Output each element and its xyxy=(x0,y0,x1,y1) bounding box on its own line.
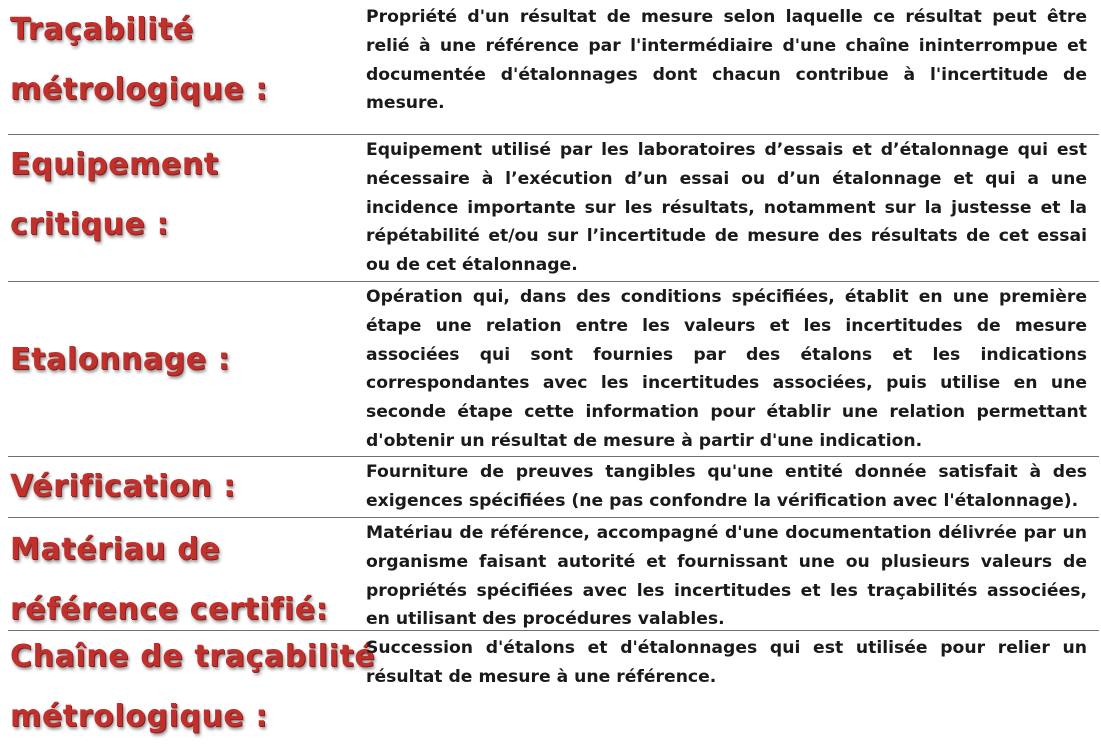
term xyxy=(10,457,360,517)
term-line: métrologique : xyxy=(10,72,269,107)
term xyxy=(10,0,360,120)
term xyxy=(10,520,360,640)
term-line: métrologique : xyxy=(10,699,269,734)
term-line: Traçabilité xyxy=(10,12,194,47)
definition: Fourniture de preuves tangibles qu'une entité donnée satisfait à des exigences spécifiées (ne pas confondre la vérification avec l'étalonnage). xyxy=(366,462,1087,511)
glossary-entry-tracabilite xyxy=(0,0,1101,134)
definition: Succession d'étalons et d'étalonnages qui est utilisée pour relier un résultat de mesure à une référence. xyxy=(366,638,1087,687)
definition: Equipement utilisé par les laboratoires d’essais et d’étalonnage qui est nécessaire à l’exécution d’un essai ou d’un étalonnage et qui a une incidence importante sur les résultats, notamment sur la justesse et la répétabilité et/ou sur l’incertitude de mesure des résultats de cet essai ou de cet étalonnage. xyxy=(366,140,1087,276)
glossary-entry-verification xyxy=(0,457,1101,517)
term-line: Chaîne de traçabilité xyxy=(10,639,376,674)
term-line: référence certifié: xyxy=(10,592,329,627)
term-line: Equipement xyxy=(10,147,219,182)
term xyxy=(10,627,376,747)
term-line: Vérification : xyxy=(10,469,236,504)
term xyxy=(10,135,360,255)
term-line: Etalonnage : xyxy=(10,342,231,377)
definition: Opération qui, dans des conditions spécifiées, établit en une première étape une relation entre les valeurs et les incertitudes de mesure associées qui sont fournies par des étalons et les indications correspondantes avec les incertitudes associées, puis utilise en une seconde étape cette information pour établir une relation permettant d'obtenir un résultat de mesure à partir d'une indication. xyxy=(366,287,1087,451)
glossary-entry-equipement-critique xyxy=(0,135,1101,281)
term xyxy=(10,330,360,390)
glossary-entry-etalonnage xyxy=(0,282,1101,456)
definition: Propriété d'un résultat de mesure selon laquelle ce résultat peut être relié à une référence par l'intermédiaire d'une chaîne ininterrompue et documentée d'étalonnages dont chacun contribue à l'incertitude de mesure. xyxy=(366,7,1087,114)
term-line: critique : xyxy=(10,207,170,242)
glossary-entry-materiau-reference xyxy=(0,518,1101,630)
definition: Matériau de référence, accompagné d'une documentation délivrée par un organisme faisant autorité et fournissant une ou plusieurs valeurs de propriétés spécifiées avec les incertitudes et les traçabilités associées, en utilisant des procédures valables. xyxy=(366,523,1087,630)
glossary-entry-chaine-tracabilite xyxy=(0,631,1101,744)
term-line: Matériau de xyxy=(10,532,221,567)
